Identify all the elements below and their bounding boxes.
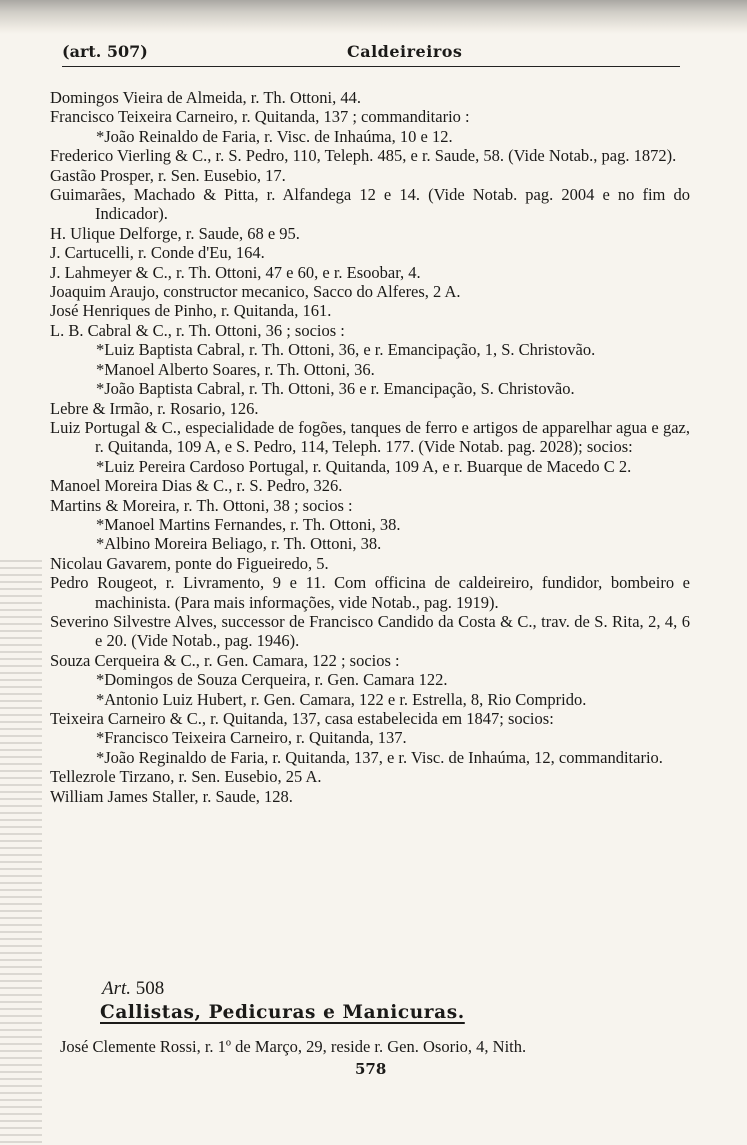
directory-entry: Nicolau Gavarem, ponte do Figueiredo, 5. [50,553,329,573]
partner-entry: *Antonio Luiz Hubert, r. Gen. Camara, 122 e r. Estrella, 8, Rio Comprido. [96,689,587,709]
directory-entry: Manoel Moreira Dias & C., r. S. Pedro, 326. [50,476,343,496]
directory-entry: Francisco Teixeira Carneiro, r. Quitanda, 137 ; commanditario : [50,107,470,127]
partner-entry: *Francisco Teixeira Carneiro, r. Quitanda, 137. [96,728,407,748]
article-word: Art. [102,978,132,999]
section-title: Caldeireiros [347,42,463,61]
partner-entry: *João Reinaldo de Faria, r. Visc. de Inhaúma, 10 e 12. [96,126,453,146]
article-label [102,978,680,1000]
partner-entry: *Luiz Pereira Cardoso Portugal, r. Quitanda, 109 A, e r. Buarque de Macedo C 2. [96,456,632,476]
scan-noise-top [0,0,747,34]
directory-entries [50,88,690,806]
directory-entry: Domingos Vieira de Almeida, r. Th. Ottoni, 44. [50,88,361,107]
directory-entry: Souza Cerqueira & C., r. Gen. Camara, 122 ; socios : [50,650,400,670]
partner-entry: *Manoel Alberto Soares, r. Th. Ottoni, 36. [96,359,375,379]
directory-entry: William James Staller, r. Saude, 128. [50,786,293,806]
directory-entry: Guimarães, Machado & Pitta, r. Alfandega 12 e 14. (Vide Notab. pag. 2004 e no fim do Indicador). [50,185,690,224]
directory-entry: Joaquim Araujo, constructor mecanico, Sacco do Alferes, 2 A. [50,282,461,302]
directory-entry: Luiz Portugal & C., especialidade de fogões, tanques de ferro e artigos de apparelhar agua e gaz, r. Quitanda, 109 A, e S. Pedro, 114, Teleph. 177. (Vide Notab. pag. 2028); socios: [50,417,690,457]
partner-entry: *Manoel Martins Fernandes, r. Th. Ottoni, 38. [96,514,401,534]
partner-entry: *Albino Moreira Beliago, r. Th. Ottoni, 38. [96,534,382,554]
header-rule [62,66,680,67]
directory-entry: Pedro Rougeot, r. Livramento, 9 e 11. Com officina de caldeireiro, fundidor, bombeiro e machinista. (Para mais informações, vide Notab., pag. 1919). [50,573,690,612]
partner-entry: *João Baptista Cabral, r. Th. Ottoni, 36 e r. Emancipação, S. Christovão. [96,379,575,399]
scan-noise-left [0,560,42,1145]
directory-entry: Lebre & Irmão, r. Rosario, 126. [50,398,259,418]
directory-entry: Tellezrole Tirzano, r. Sen. Eusebio, 25 A. [50,767,322,787]
directory-entry: Severino Silvestre Alves, successor de Francisco Candido da Costa & C., trav. de S. Rita, 2, 4, 6 e 20. (Vide Notab., pag. 1946). [50,611,690,651]
page-number: 578 [355,1060,387,1078]
next-section-entry: José Clemente Rossi, r. 1º de Março, 29, reside r. Gen. Osorio, 4, Nith. [60,1037,527,1056]
directory-entry: L. B. Cabral & C., r. Th. Ottoni, 36 ; socios : [50,320,345,340]
partner-entry: *João Reginaldo de Faria, r. Quitanda, 137, e r. Visc. de Inhaúma, 12, commanditario. [96,747,663,767]
next-section-title: Callistas, Pedicuras e Manicuras. [100,1002,465,1023]
directory-entry: Teixeira Carneiro & C., r. Quitanda, 137, casa estabelecida em 1847; socios: [50,709,554,728]
partner-entry: *Luiz Baptista Cabral, r. Th. Ottoni, 36, e r. Emancipação, 1, S. Christovão. [96,340,596,360]
directory-entry: J. Cartucelli, r. Conde d'Eu, 164. [50,243,265,263]
directory-entry: Gastão Prosper, r. Sen. Eusebio, 17. [50,165,286,185]
directory-entry: Frederico Vierling & C., r. S. Pedro, 110, Teleph. 485, e r. Saude, 58. (Vide Notab., pag. 1872). [50,146,677,166]
directory-entry: J. Lahmeyer & C., r. Th. Ottoni, 47 e 60, e r. Esoobar, 4. [50,262,421,282]
article-number: 508 [135,978,165,999]
article-reference: (art. 507) [62,42,148,61]
page-header [62,40,672,64]
partner-entry: *Domingos de Souza Cerqueira, r. Gen. Camara 122. [96,670,448,690]
directory-entry: H. Ulique Delforge, r. Saude, 68 e 95. [50,223,300,243]
directory-entry: Martins & Moreira, r. Th. Ottoni, 38 ; socios : [50,495,353,515]
directory-entry: José Henriques de Pinho, r. Quitanda, 161. [50,301,332,321]
next-section [60,978,680,1057]
